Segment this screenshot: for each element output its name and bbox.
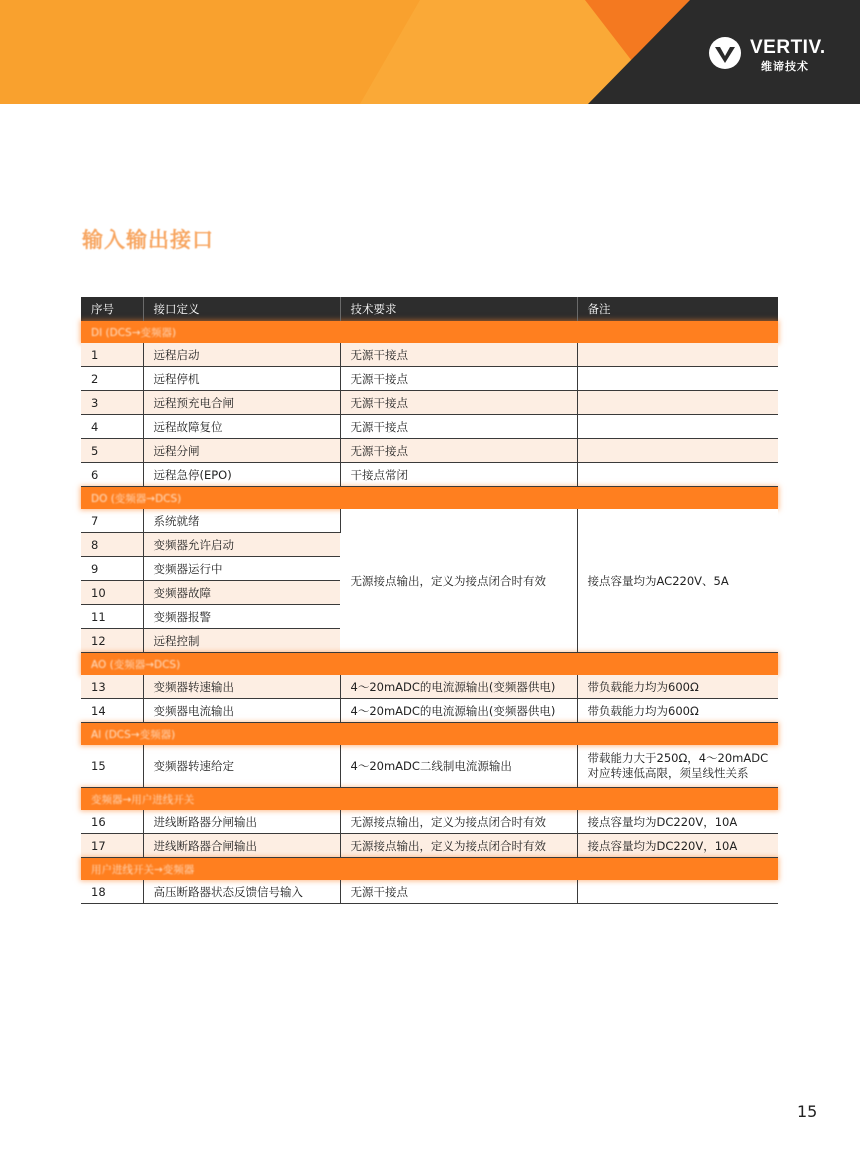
row-no: 1: [81, 343, 143, 367]
table-row: [81, 439, 778, 463]
row-note: [577, 463, 778, 487]
row-definition: 变频器电流输出: [143, 699, 340, 723]
note-line-2: 对应转速低高限，须呈线性关系: [587, 766, 749, 780]
row-definition: 高压断路器状态反馈信号输入: [143, 880, 340, 904]
table-row: [81, 415, 778, 439]
header-requirement: 技术要求: [340, 297, 577, 321]
row-requirement: 4～20mADC的电流源输出(变频器供电): [340, 675, 577, 699]
row-no: 14: [81, 699, 143, 723]
row-note: [577, 880, 778, 904]
group-row-do: [81, 487, 778, 510]
do-merged-note: 接点容量均为AC220V、5A: [577, 509, 778, 653]
row-definition: 进线断路器合闸输出: [143, 834, 340, 858]
row-note: [577, 439, 778, 463]
group-label: DO (变频器→DCS): [91, 492, 182, 505]
table-row: [81, 675, 778, 699]
row-requirement: 干接点常闭: [340, 463, 577, 487]
row-definition: 变频器报警: [143, 605, 340, 629]
row-note: 接点容量均为DC220V，10A: [577, 810, 778, 834]
table-row: [81, 343, 778, 367]
row-no: 4: [81, 415, 143, 439]
table-row: [81, 745, 778, 788]
page-number: 15: [797, 1102, 818, 1121]
group-row-switch-to-vfd: [81, 858, 778, 881]
do-merged-requirement: 无源接点输出，定义为接点闭合时有效: [340, 509, 577, 653]
row-note: [577, 343, 778, 367]
table-row: [81, 463, 778, 487]
group-row-ao: [81, 653, 778, 676]
row-definition: 远程故障复位: [143, 415, 340, 439]
table-row: [81, 699, 778, 723]
row-requirement: 无源干接点: [340, 880, 577, 904]
row-definition: 远程停机: [143, 367, 340, 391]
row-note: [577, 367, 778, 391]
row-note: [577, 391, 778, 415]
row-note: [577, 745, 778, 788]
brand-subtitle: 维谛技术: [761, 60, 809, 73]
row-requirement: 无源干接点: [340, 343, 577, 367]
row-requirement: 无源干接点: [340, 367, 577, 391]
row-note: 带负载能力均为600Ω: [577, 699, 778, 723]
group-label: AO (变频器→DCS): [91, 658, 181, 671]
table-row: [81, 880, 778, 904]
row-no: 15: [81, 745, 143, 788]
table-row: [81, 391, 778, 415]
row-requirement: 无源干接点: [340, 391, 577, 415]
row-definition: 变频器故障: [143, 581, 340, 605]
row-definition: 变频器允许启动: [143, 533, 340, 557]
row-definition: 变频器转速给定: [143, 745, 340, 788]
row-note: 接点容量均为DC220V，10A: [577, 834, 778, 858]
brand-name: VERTIV.: [750, 37, 826, 58]
group-label: 用户进线开关→变频器: [91, 863, 195, 876]
row-no: 9: [81, 557, 143, 581]
row-requirement: 无源干接点: [340, 415, 577, 439]
table-row: [81, 810, 778, 834]
row-definition: 远程急停(EPO): [143, 463, 340, 487]
row-definition: 进线断路器分闸输出: [143, 810, 340, 834]
note-line-1: 带载能力大于250Ω，4～20mADC: [587, 751, 769, 765]
table-row: [81, 834, 778, 858]
row-no: 6: [81, 463, 143, 487]
group-row-di: [81, 321, 778, 343]
row-no: 12: [81, 629, 143, 653]
row-no: 8: [81, 533, 143, 557]
table-row: [81, 367, 778, 391]
row-no: 3: [81, 391, 143, 415]
table-header-row: [81, 297, 778, 321]
table-row: [81, 509, 778, 533]
row-definition: 变频器转速输出: [143, 675, 340, 699]
row-requirement: 无源接点输出，定义为接点闭合时有效: [340, 810, 577, 834]
header-no: 序号: [81, 297, 143, 321]
row-no: 5: [81, 439, 143, 463]
row-note: 带负载能力均为600Ω: [577, 675, 778, 699]
group-row-vfd-to-switch: [81, 788, 778, 811]
header-note: 备注: [577, 297, 778, 321]
header-definition: 接口定义: [143, 297, 340, 321]
row-note: [577, 415, 778, 439]
row-requirement: 4～20mADC的电流源输出(变频器供电): [340, 699, 577, 723]
row-no: 13: [81, 675, 143, 699]
row-requirement: 无源接点输出，定义为接点闭合时有效: [340, 834, 577, 858]
group-label: 变频器→用户进线开关: [91, 793, 195, 806]
row-no: 17: [81, 834, 143, 858]
row-requirement: 4～20mADC二线制电流源输出: [340, 745, 577, 788]
row-definition: 远程启动: [143, 343, 340, 367]
row-no: 10: [81, 581, 143, 605]
row-definition: 变频器运行中: [143, 557, 340, 581]
group-label: DI (DCS→变频器): [91, 326, 177, 339]
row-no: 2: [81, 367, 143, 391]
row-no: 7: [81, 509, 143, 533]
row-requirement: 无源干接点: [340, 439, 577, 463]
group-row-ai: [81, 723, 778, 746]
row-no: 16: [81, 810, 143, 834]
io-interface-table: [81, 297, 778, 904]
group-label: AI (DCS→变频器): [91, 728, 176, 741]
vertiv-chevron-icon: [708, 36, 742, 70]
vertiv-logo: [708, 36, 838, 72]
row-definition: 远程控制: [143, 629, 340, 653]
section-title: 输入输出接口: [82, 228, 214, 252]
page-header: [0, 0, 860, 104]
row-no: 18: [81, 880, 143, 904]
row-no: 11: [81, 605, 143, 629]
row-definition: 远程预充电合闸: [143, 391, 340, 415]
row-definition: 远程分闸: [143, 439, 340, 463]
row-definition: 系统就绪: [143, 509, 340, 533]
